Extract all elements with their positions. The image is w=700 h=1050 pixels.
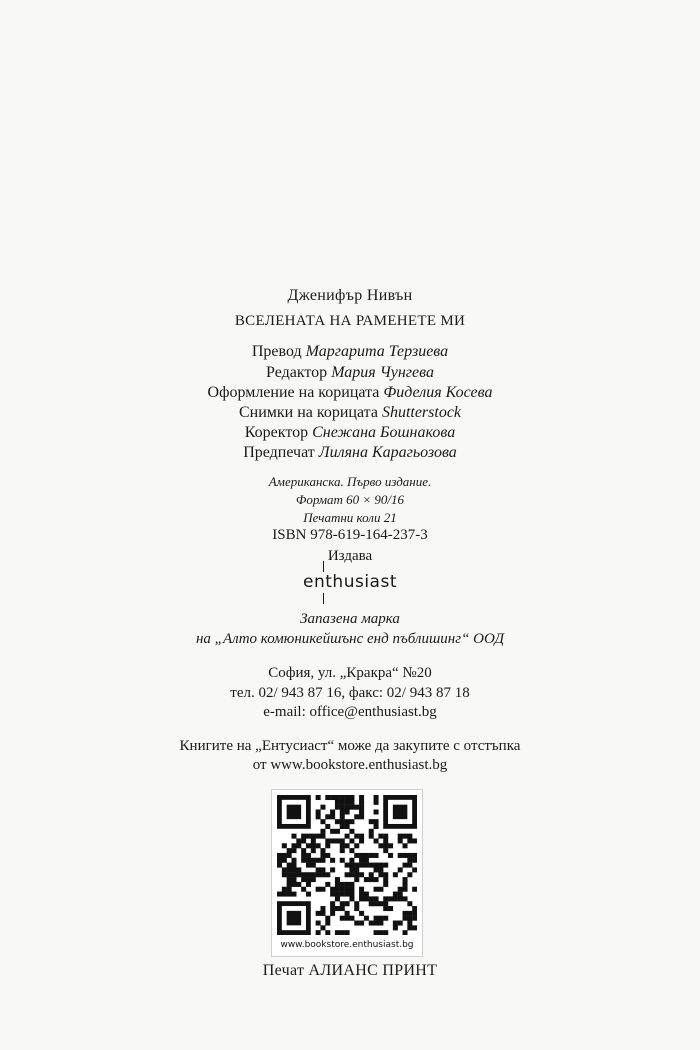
credit-person: Shutterstock [381, 404, 462, 421]
logo-lower-stroke [323, 593, 324, 604]
credit-editor [0, 364, 700, 382]
credit-cover-photos [0, 404, 700, 422]
qr-code-icon [277, 795, 417, 935]
credit-role: Предпечат [243, 444, 315, 461]
credit-translation [0, 343, 700, 361]
credit-person: Фиделия Косева [383, 384, 493, 401]
qr-caption: www.bookstore.enthusiast.bg [280, 940, 414, 950]
trademark-owner: на „Алто комюникейшънс енд пъблишинг“ ООД [195, 631, 505, 647]
enthusiast-logo [0, 572, 700, 592]
logo-text-part: thusiast [325, 572, 397, 592]
isbn: ISBN 978-619-164-237-3 [272, 527, 428, 543]
logo-upper-stroke [323, 561, 324, 572]
store-note: Книгите на „Ентусиаст“ може да закупите с отстъпка [179, 738, 521, 754]
credit-cover-design [0, 384, 700, 402]
credit-proofreader [0, 424, 700, 442]
trademark-line: Запазена марка [300, 611, 400, 627]
credit-role: Превод [251, 343, 302, 360]
address: София, ул. „Кракра“ №20 [268, 665, 432, 681]
credit-role: Редактор [266, 364, 328, 381]
credit-role: Коректор [244, 424, 309, 441]
author-name: Дженифър Нивън [287, 287, 413, 304]
publisher-label: Издава [327, 548, 373, 564]
qr-code-block [271, 789, 423, 957]
credit-person: Лиляна Карагьозова [318, 444, 457, 461]
credit-role: Оформление на корицата [207, 384, 380, 401]
email: e-mail: office@enthusiast.bg [263, 704, 437, 720]
edition-info: Американска. Първо издание. [268, 474, 432, 489]
credit-person: Снежана Бошнакова [312, 424, 456, 441]
credit-prepress [0, 444, 700, 462]
phone-fax: тел. 02/ 943 87 16, факс: 02/ 943 87 18 [230, 685, 470, 701]
credit-person: Мария Чунгева [331, 364, 434, 381]
store-url: от www.bookstore.enthusiast.bg [252, 757, 448, 773]
credit-person: Маргарита Терзиева [305, 343, 449, 360]
printed-sheets: Печатни коли 21 [303, 510, 397, 525]
printer-credit: Печат АЛИАНС ПРИНТ [262, 962, 438, 979]
book-title: ВСЕЛЕНАТА НА РАМЕНЕТЕ МИ [234, 313, 466, 329]
format-info: Формат 60 × 90/16 [295, 492, 405, 507]
credit-role: Снимки на корицата [238, 404, 378, 421]
logo-text-part: en [303, 572, 326, 592]
